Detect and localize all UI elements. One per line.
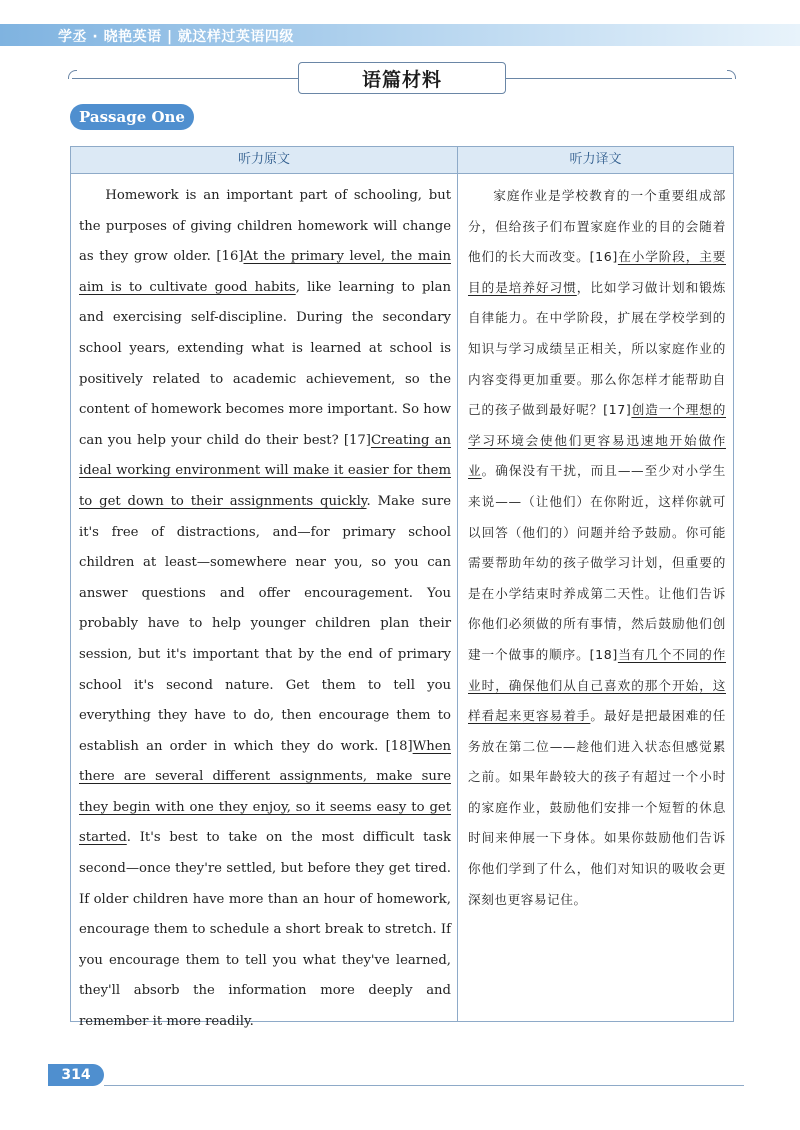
english-answer-highlight: Creating an ideal working environment will make it easier for them to get down to their assignments quickly (79, 432, 452, 509)
chinese-segment: 。确保没有干扰，而且——至少对小学生来说——（让他们）在你附近，这样你就可以回答（他们的）问题并给予鼓励。你可能需要帮助年幼的孩子做学习计划，但重要的是在小学结束时养成第二天性。让他们告诉你他们必须做的所有事情，然后鼓励他们创建一个做事的顺序。 (468, 463, 726, 662)
page-number-tab (48, 1064, 104, 1086)
section-title: 语篇材料 (361, 68, 442, 91)
header-translation: 听力译文 (569, 152, 622, 167)
banner-title: 学丞 · 晓艳英语 | 就这样过英语四级 (58, 29, 294, 45)
english-transcript (79, 181, 451, 1038)
column-divider (457, 147, 458, 1021)
english-segment: . Make sure it's free of distractions, and—for primary school children at least—somewhere near you, so you can answer questions and offer encouragement. You probably have to help younger children plan their session, but it's important that by the end of primary school it's second nature. Get them to tell you everything they have to do, then encourage them to establish an order in which they do work. (79, 493, 451, 754)
english-segment: Homework is an important part of schooling, but the purposes of giving children homework will change as they grow older. (79, 188, 451, 265)
chinese-segment: [18] (589, 646, 618, 662)
section-title-box (298, 62, 506, 94)
chinese-segment: 。最好是把最困难的任务放在第二位——趁他们进入状态但感觉累之前。如果年龄较大的孩子有超过一个小时的家庭作业，鼓励他们安排一个短暂的休息时间来伸展一下身体。如果你鼓励他们告诉你他们学到了什么，他们对知识的吸收会更深刻也更容易记住。 (468, 708, 726, 907)
english-segment: [18] (385, 738, 413, 754)
chinese-answer-highlight: 当有几个不同的作业时，确保他们从自己喜欢的那个开始，这样看起来更容易着手 (468, 646, 726, 724)
english-answer-highlight: At the primary level, the main aim is to cultivate good habits (79, 249, 451, 295)
english-segment: . It's best to take on the most difficult task second—once they're settled, but before they get tired. If older children have more than an hour of homework, encourage them to schedule a short break to stretch. If you encourage them to tell you what they've learned, they'll absorb the information more deeply and remember it more readily. (79, 830, 451, 1030)
english-answer-highlight: When there are several different assignments, make sure they begin with one they enjoy, so it seems easy to get started (79, 738, 451, 846)
chinese-segment: 家庭作业是学校教育的一个重要组成部分，但给孩子们布置家庭作业的目的会随着他们的长大而改变。 (468, 188, 726, 265)
chinese-answer-highlight: 在小学阶段，主要目的是培养好习惯 (468, 249, 726, 295)
passage-label-tab (70, 104, 194, 130)
chinese-segment: [16] (589, 249, 618, 265)
passage-label: Passage One (79, 108, 185, 126)
english-segment: [17] (343, 432, 371, 448)
english-segment: , like learning to plan and exercising self-discipline. During the secondary school years, extending what is learned at school is positively related to academic achievement, so the content of homework becomes more important. So how can you help your child do their best? (79, 279, 451, 448)
english-segment: [16] (216, 249, 244, 265)
transcript-table (70, 146, 734, 1030)
header-original-text: 听力原文 (237, 152, 290, 167)
top-banner (0, 24, 800, 46)
chinese-answer-highlight: 创造一个理想的学习环境会使他们更容易迅速地开始做作业 (468, 402, 727, 479)
page-number: 314 (61, 1067, 91, 1083)
footer-rule (104, 1085, 744, 1086)
table-header-row (71, 147, 733, 174)
chinese-translation (468, 181, 726, 915)
chinese-segment: [17] (603, 402, 632, 418)
chinese-segment: ，比如学习做计划和锻炼自律能力。在中学阶段，扩展在学校学到的知识与学习成绩呈正相关，所以家庭作业的内容变得更加重要。那么你怎样才能帮助自己的孩子做到最好呢？ (468, 279, 726, 418)
